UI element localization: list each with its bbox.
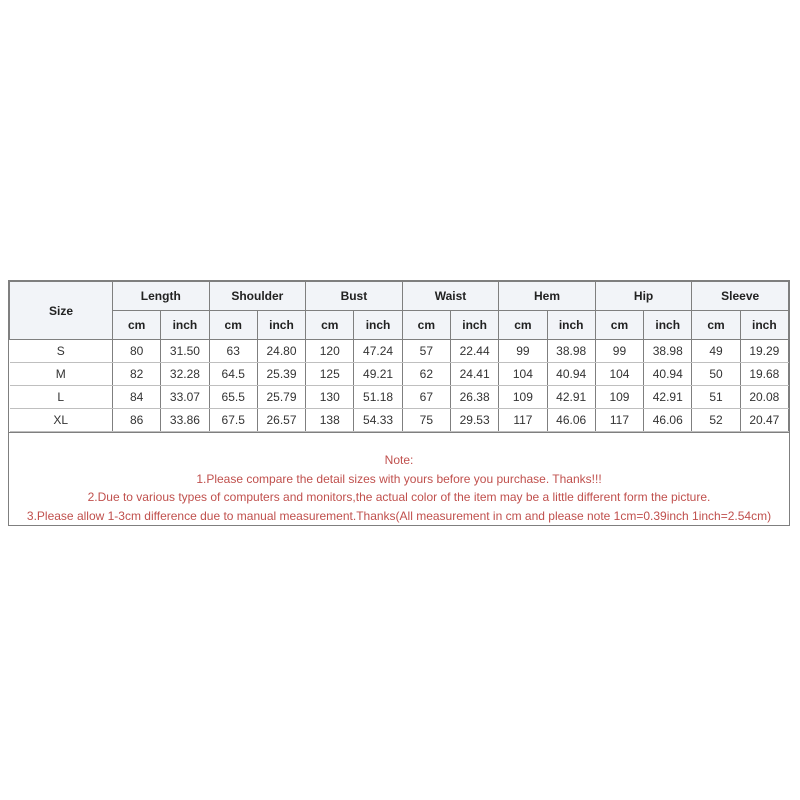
column-header-hem: Hem (499, 282, 596, 311)
table-cell: 67.5 (209, 409, 257, 432)
table-cell: 117 (499, 409, 547, 432)
unit-cm: cm (692, 311, 740, 340)
table-cell: 32.28 (161, 363, 209, 386)
table-cell: 109 (595, 386, 643, 409)
unit-inch: inch (354, 311, 402, 340)
table-cell: 47.24 (354, 340, 402, 363)
table-cell: 29.53 (450, 409, 498, 432)
table-cell: 84 (113, 386, 161, 409)
table-cell: 49.21 (354, 363, 402, 386)
table-cell: 63 (209, 340, 257, 363)
table-cell: 62 (402, 363, 450, 386)
header-row-units (10, 311, 789, 340)
unit-cm: cm (499, 311, 547, 340)
table-cell: 40.94 (644, 363, 692, 386)
header-row-measures (10, 282, 789, 311)
note-line: 3.Please allow 1-3cm difference due to manual measurement.Thanks(All measurement in cm and please note 1cm=0.39inch 1inch=2.54cm) (26, 508, 772, 523)
unit-inch: inch (740, 311, 788, 340)
column-header-waist: Waist (402, 282, 499, 311)
table-cell: 33.86 (161, 409, 209, 432)
note-line: 1.Please compare the detail sizes with yours before you purchase. Thanks!!! (196, 471, 602, 486)
table-row (10, 409, 789, 432)
table-cell: 19.29 (740, 340, 788, 363)
table-cell: 104 (595, 363, 643, 386)
unit-cm: cm (402, 311, 450, 340)
column-header-bust: Bust (306, 282, 403, 311)
unit-cm: cm (113, 311, 161, 340)
unit-inch: inch (547, 311, 595, 340)
unit-inch: inch (161, 311, 209, 340)
table-cell: 117 (595, 409, 643, 432)
table-cell: 38.98 (644, 340, 692, 363)
table-cell: 26.38 (450, 386, 498, 409)
table-cell: 31.50 (161, 340, 209, 363)
unit-inch: inch (450, 311, 498, 340)
table-cell: 24.80 (257, 340, 305, 363)
table-cell: 86 (113, 409, 161, 432)
table-cell: 22.44 (450, 340, 498, 363)
table-cell: 51.18 (354, 386, 402, 409)
table-cell: 20.08 (740, 386, 788, 409)
table-cell: 33.07 (161, 386, 209, 409)
table-cell: 25.39 (257, 363, 305, 386)
size-table (9, 281, 789, 432)
column-header-sleeve: Sleeve (692, 282, 789, 311)
table-cell: 40.94 (547, 363, 595, 386)
note-title: Note: (384, 453, 414, 467)
table-cell: 42.91 (547, 386, 595, 409)
size-cell: L (10, 386, 113, 409)
note-line: 2.Due to various types of computers and monitors,the actual color of the item may be a little different form the picture. (87, 490, 711, 504)
table-cell: 42.91 (644, 386, 692, 409)
table-cell: 24.41 (450, 363, 498, 386)
unit-cm: cm (306, 311, 354, 340)
unit-cm: cm (209, 311, 257, 340)
table-cell: 138 (306, 409, 354, 432)
table-cell: 99 (595, 340, 643, 363)
table-cell: 99 (499, 340, 547, 363)
column-header-length: Length (113, 282, 210, 311)
table-cell: 54.33 (354, 409, 402, 432)
table-cell: 130 (306, 386, 354, 409)
unit-cm: cm (595, 311, 643, 340)
table-cell: 64.5 (209, 363, 257, 386)
table-cell: 57 (402, 340, 450, 363)
table-row (10, 340, 789, 363)
table-cell: 67 (402, 386, 450, 409)
table-cell: 120 (306, 340, 354, 363)
size-header: Size (10, 282, 113, 340)
table-cell: 52 (692, 409, 740, 432)
size-cell: XL (10, 409, 113, 432)
table-cell: 51 (692, 386, 740, 409)
column-header-shoulder: Shoulder (209, 282, 306, 311)
table-cell: 46.06 (644, 409, 692, 432)
table-cell: 50 (692, 363, 740, 386)
table-cell: 109 (499, 386, 547, 409)
size-cell: M (10, 363, 113, 386)
size-chart (8, 280, 790, 526)
table-cell: 75 (402, 409, 450, 432)
size-cell: S (10, 340, 113, 363)
table-cell: 80 (113, 340, 161, 363)
table-row (10, 363, 789, 386)
table-cell: 20.47 (740, 409, 788, 432)
table-cell: 25.79 (257, 386, 305, 409)
column-header-hip: Hip (595, 282, 692, 311)
unit-inch: inch (257, 311, 305, 340)
table-cell: 125 (306, 363, 354, 386)
note-section (9, 432, 789, 525)
table-cell: 49 (692, 340, 740, 363)
table-cell: 38.98 (547, 340, 595, 363)
unit-inch: inch (644, 311, 692, 340)
table-cell: 19.68 (740, 363, 788, 386)
table-cell: 26.57 (257, 409, 305, 432)
table-cell: 65.5 (209, 386, 257, 409)
table-cell: 104 (499, 363, 547, 386)
table-cell: 46.06 (547, 409, 595, 432)
table-row (10, 386, 789, 409)
table-cell: 82 (113, 363, 161, 386)
